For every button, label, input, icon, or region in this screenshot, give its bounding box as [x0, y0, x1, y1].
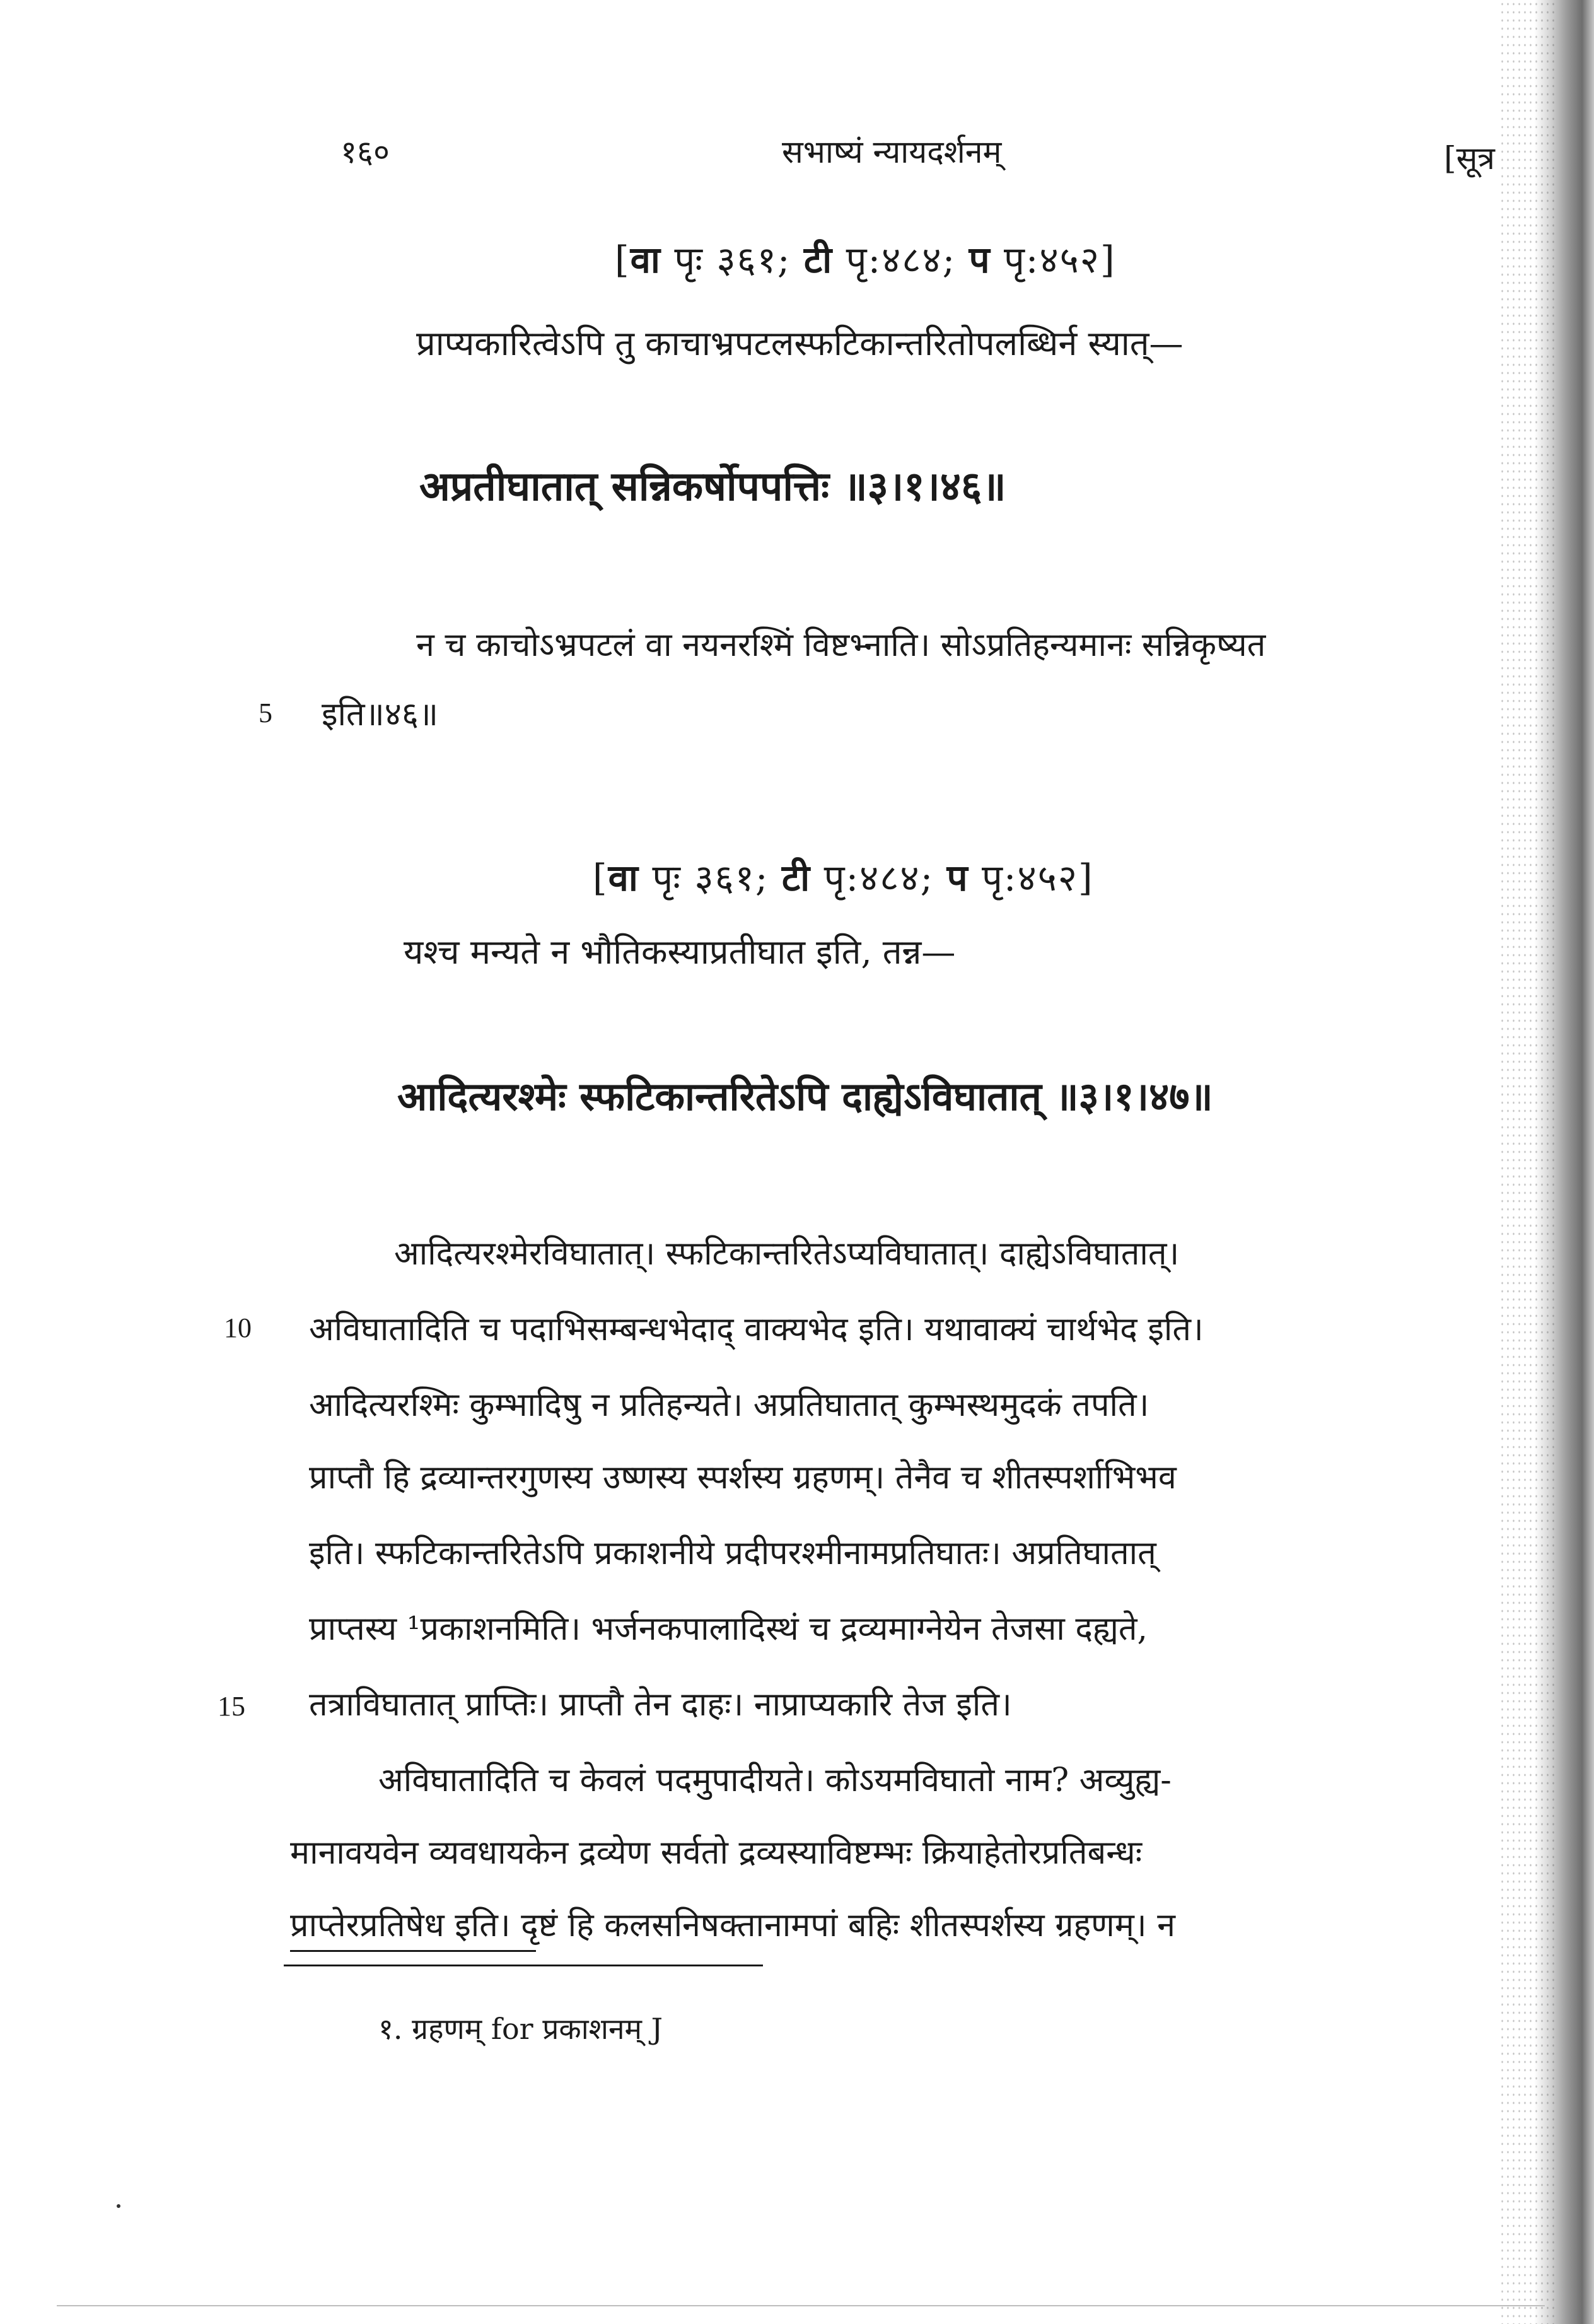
ref-ti-page: पृ:४८४; — [833, 238, 969, 281]
margin-line-number-10: 10 — [224, 1312, 252, 1343]
ref-open-bracket: [ — [615, 238, 631, 281]
scan-speck — [117, 2204, 120, 2208]
scan-edge-line — [57, 2305, 1545, 2306]
footnote-marker: १. — [378, 2012, 412, 2046]
bhashya-47-line-6: प्राप्तस्य ¹प्रकाशनमिति। भर्जनकपालादिस्थं च द्रव्यमाग्नेयेन तेजसा दह्यते, — [309, 1610, 1148, 1648]
ref-pa: प — [946, 856, 969, 899]
ref-pa: प — [969, 238, 991, 281]
bhashya-47-line-5: इति। स्फटिकान्तरितेऽपि प्रकाशनीये प्रदीपरश्मीनामप्रतिघातः। अप्रतिघातात् — [309, 1534, 1156, 1572]
bhashya-47-line-4: प्राप्तौ हि द्रव्यान्तरगुणस्य उष्णस्य स्पर्शस्य ग्रहणम्। तेनैव च शीतस्पर्शाभिभव — [309, 1459, 1177, 1497]
bhashya-46-line-1: न च काचोऽभ्रपटलं वा नयनरश्मिं विष्टभ्नाति। सोऽप्रतिहन्यमानः सन्निकृष्यत — [416, 626, 1266, 664]
page-header — [0, 129, 1594, 180]
ref-close-bracket: ] — [1100, 238, 1116, 281]
intro-line-1: प्राप्यकारित्वेऽपि तु काचाभ्रपटलस्फटिकान्तरितोपलब्धिर्न स्यात्— — [416, 324, 1184, 363]
ref-ti: टी — [781, 856, 812, 899]
footnote-text: ग्रहणम् for प्रकाशनम् J — [412, 2012, 663, 2046]
margin-line-number-15: 15 — [218, 1691, 245, 1722]
sutra-47: आदित्यरश्मेः स्फटिकान्तरितेऽपि दाह्येऽविघातात् ॥३।१।४७॥ — [397, 1073, 1213, 1119]
ref-close-bracket: ] — [1078, 856, 1094, 899]
bhashya-47-line-1: आदित्यरश्मेरविघातात्। स्फटिकान्तरितेऽप्यविघातात्। दाह्येऽविघातात्। — [394, 1235, 1180, 1273]
ref-va-page: पृः ३६१; — [639, 856, 782, 899]
reference-line-1 — [615, 233, 1116, 283]
ref-pa-page: पृ:४५२ — [969, 856, 1078, 899]
bhashya-47-line-3: आदित्यरश्मिः कुम्भादिषु न प्रतिहन्यते। अप्रतिघातात् कुम्भस्थमुदकं तपति। — [309, 1386, 1149, 1424]
footnote-rule — [284, 1965, 763, 1966]
scan-noise — [1499, 0, 1556, 2324]
running-title: सभाष्यं न्यायदर्शनम् — [782, 134, 1002, 170]
margin-line-number-5: 5 — [259, 698, 272, 728]
ref-va-page: पृः ३६१; — [661, 238, 804, 281]
ref-pa-page: पृ:४५२ — [991, 238, 1100, 281]
footnote — [378, 2009, 663, 2048]
section-tag: [सूत्र — [1444, 140, 1495, 177]
pen-underline — [290, 1950, 536, 1952]
bhashya-47-line-10: प्राप्तेरप्रतिषेध इति। दृष्टं हि कलसनिषक्तानामपां बहिः शीतस्पर्शस्य ग्रहणम्। न — [290, 1906, 1175, 1944]
page-number: १६० — [340, 134, 390, 170]
reference-line-2 — [593, 851, 1094, 901]
bhashya-47-line-2: अविघातादिति च पदाभिसम्बन्धभेदाद् वाक्यभेद इति। यथावाक्यं चार्थभेद इति। — [309, 1311, 1204, 1348]
ref-va: वा — [630, 238, 661, 281]
bhashya-47-line-7: तत्राविघातात् प्राप्तिः। प्राप्तौ तेन दाहः। नाप्राप्यकारि तेज इति। — [309, 1686, 1012, 1724]
ref-ti-page: पृ:४८४; — [811, 856, 947, 899]
ref-ti: टी — [803, 238, 834, 281]
sutra-46: अप्रतीघातात् सन्निकर्षोपपत्तिः ॥३।१।४६॥ — [419, 463, 1006, 510]
bhashya-47-line-9: मानावयवेन व्यवधायकेन द्रव्येण सर्वतो द्रव्यस्याविष्टम्भः क्रियाहेतोरप्रतिबन्धः — [290, 1834, 1143, 1872]
bhashya-47-line-8: अविघातादिति च केवलं पदमुपादीयते। कोऽयमविघातो नाम? अव्युह्य- — [378, 1761, 1172, 1799]
ref-va: वा — [608, 856, 639, 899]
intro-line-2: यश्च मन्यते न भौतिकस्याप्रतीघात इति, तन्न— — [404, 932, 956, 972]
ref-open-bracket: [ — [593, 856, 608, 899]
bhashya-46-line-2: इति॥४६॥ — [322, 696, 439, 733]
